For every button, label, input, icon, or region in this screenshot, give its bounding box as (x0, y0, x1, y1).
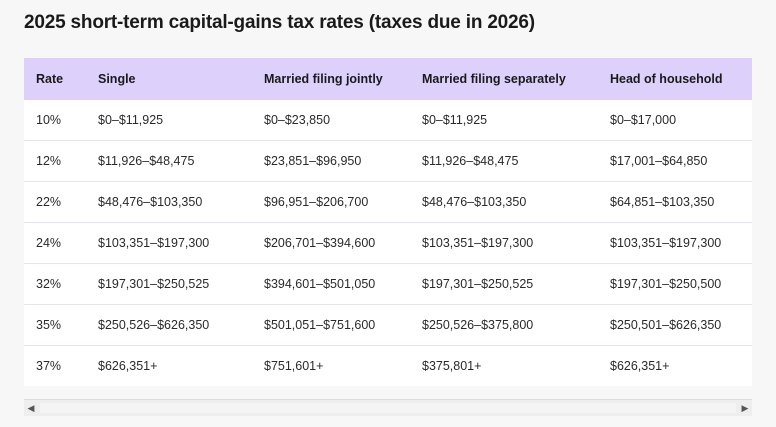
cell-rate: 37% (24, 346, 86, 387)
cell-single: $250,526–$626,350 (86, 305, 252, 346)
column-header-rate: Rate (24, 58, 86, 100)
cell-rate: 22% (24, 182, 86, 223)
page-title: 2025 short-term capital-gains tax rates (taxes due in 2026) (24, 12, 535, 33)
cell-married-separately: $48,476–$103,350 (410, 182, 598, 223)
cell-single: $626,351+ (86, 346, 252, 387)
cell-married-separately: $103,351–$197,300 (410, 223, 598, 264)
cell-single: $48,476–$103,350 (86, 182, 252, 223)
scroll-left-arrow-icon[interactable]: ◀ (27, 402, 35, 413)
cell-head-of-household: $0–$17,000 (598, 100, 752, 141)
cell-married-jointly: $501,051–$751,600 (252, 305, 410, 346)
table-row (24, 346, 752, 387)
table-body (24, 100, 752, 386)
column-header-single: Single (86, 58, 252, 100)
scroll-right-arrow-icon[interactable]: ▶ (741, 402, 749, 413)
cell-head-of-household: $64,851–$103,350 (598, 182, 752, 223)
cell-married-jointly: $23,851–$96,950 (252, 141, 410, 182)
cell-married-separately: $11,926–$48,475 (410, 141, 598, 182)
cell-single: $0–$11,925 (86, 100, 252, 141)
cell-married-jointly: $96,951–$206,700 (252, 182, 410, 223)
cell-rate: 12% (24, 141, 86, 182)
table-row (24, 305, 752, 346)
cell-rate: 10% (24, 100, 86, 141)
cell-married-separately: $197,301–$250,525 (410, 264, 598, 305)
cell-married-separately: $0–$11,925 (410, 100, 598, 141)
table-row (24, 100, 752, 141)
cell-single: $197,301–$250,525 (86, 264, 252, 305)
scrollbar-track[interactable] (40, 403, 736, 413)
cell-rate: 32% (24, 264, 86, 305)
horizontal-scrollbar[interactable] (24, 399, 752, 416)
table-row (24, 223, 752, 264)
cell-married-jointly: $394,601–$501,050 (252, 264, 410, 305)
column-header-head-of-household: Head of household (598, 58, 752, 100)
tax-rates-table-container (24, 58, 752, 386)
cell-head-of-household: $197,301–$250,500 (598, 264, 752, 305)
table-header (24, 58, 752, 100)
table-row (24, 182, 752, 223)
cell-rate: 24% (24, 223, 86, 264)
cell-head-of-household: $103,351–$197,300 (598, 223, 752, 264)
cell-married-separately: $250,526–$375,800 (410, 305, 598, 346)
table-header-row (24, 58, 752, 100)
table-row (24, 141, 752, 182)
cell-rate: 35% (24, 305, 86, 346)
cell-married-jointly: $0–$23,850 (252, 100, 410, 141)
cell-head-of-household: $250,501–$626,350 (598, 305, 752, 346)
cell-head-of-household: $626,351+ (598, 346, 752, 387)
cell-single: $11,926–$48,475 (86, 141, 252, 182)
tax-rates-table (24, 58, 752, 386)
cell-head-of-household: $17,001–$64,850 (598, 141, 752, 182)
table-row (24, 264, 752, 305)
column-header-married-filing-jointly: Married filing jointly (252, 58, 410, 100)
cell-married-jointly: $206,701–$394,600 (252, 223, 410, 264)
cell-married-separately: $375,801+ (410, 346, 598, 387)
cell-married-jointly: $751,601+ (252, 346, 410, 387)
cell-single: $103,351–$197,300 (86, 223, 252, 264)
column-header-married-filing-separately: Married filing separately (410, 58, 598, 100)
scrollbar-thumb[interactable] (40, 403, 736, 413)
